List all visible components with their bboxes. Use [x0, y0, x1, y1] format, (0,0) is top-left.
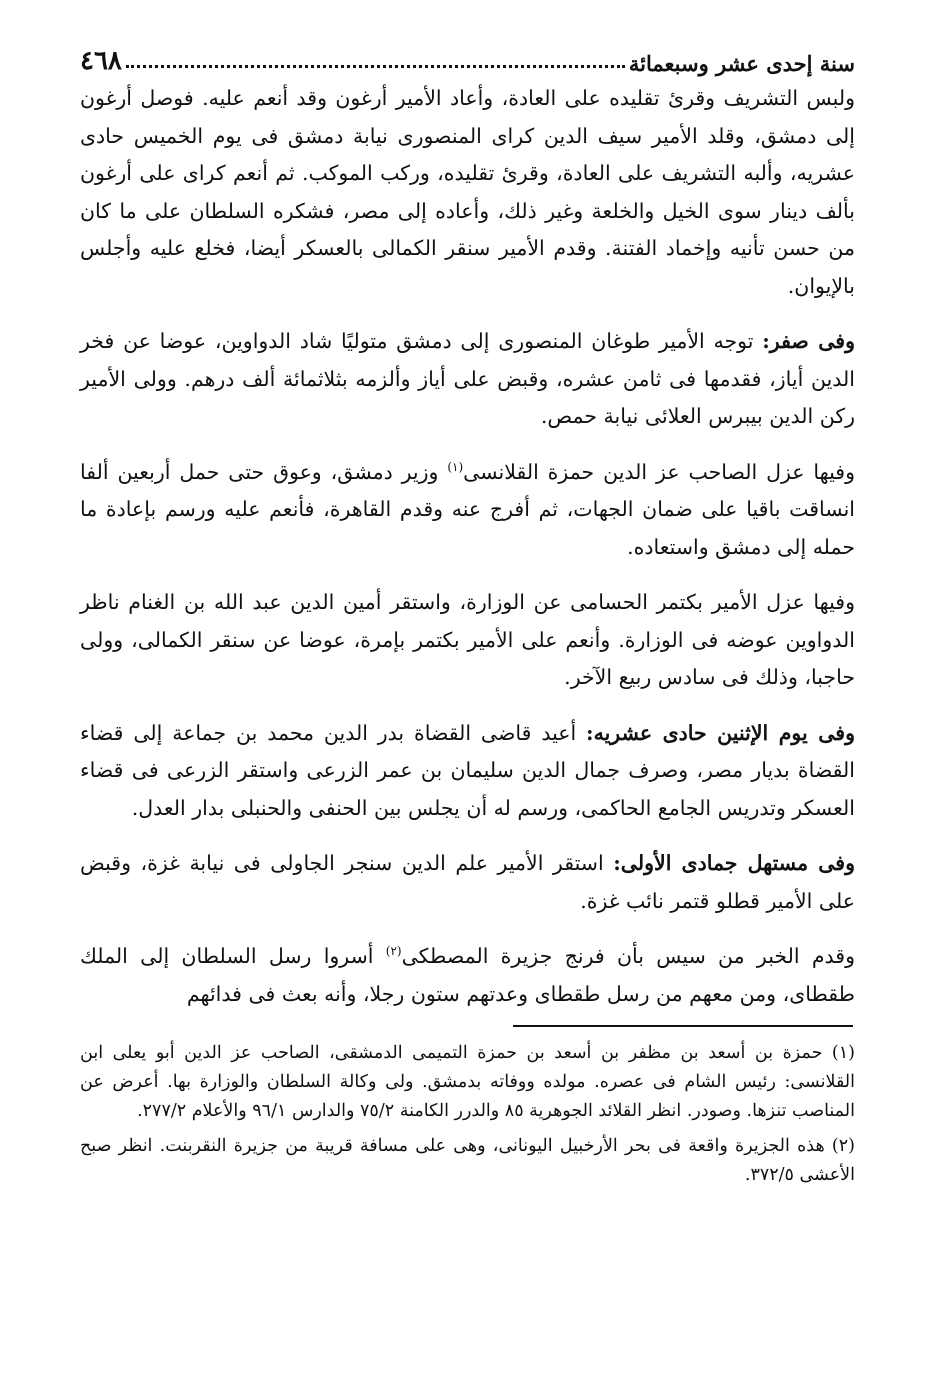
footnote-divider: [513, 1025, 853, 1027]
footnote-1: [80, 1039, 855, 1126]
paragraph-5: [80, 715, 855, 828]
paragraph-lead: وفى مستهل جمادى الأولى:: [613, 851, 855, 875]
paragraph-text: أعيد قاضى القضاة بدر الدين محمد بن جماعة إلى قضاء القضاة بديار مصر، وصرف جمال الدين سليمان بن عمر الزرعى واستقر الزرعى فى قضاء العسكر وتدريس الجامع الحاكمى، ورسم له أن يجلس بين الحنفى والحنبلى بدار العدل.: [80, 720, 855, 820]
paragraph-text: وفيها عزل الصاحب عز الدين حمزة القلانسى: [463, 459, 856, 484]
book-page: [80, 42, 855, 1196]
paragraph-1: [80, 80, 855, 305]
paragraph-2: [80, 323, 855, 436]
paragraph-text: وفيها عزل الأمير بكتمر الحسامى عن الوزارة، واستقر أمين الدين عبد الله بن الغنام ناظر الدواوين عوضه فى الوزارة. وأنعم على الأمير بكتمر بإمرة، عوضا عن سنقر الكمالى، وولى حاجبا، وذلك فى سادس ربيع الآخر.: [80, 590, 855, 689]
page-header: [80, 42, 855, 76]
paragraph-text: ولبس التشريف وقرئ تقليده على العادة، وأعاد الأمير أرغون وقد أنعم عليه. فوصل أرغون إلى دمشق، وقلد الأمير سيف الدين كراى المنصورى نيابة دمشق فى يوم الخميس حادى عشريه، وألبه التشريف على العادة، وقرئ تقليده، وركب الموكب. ثم أنعم كراى على أرغون بألف دينار سوى الخيل والخلعة وغير ذلك، وأعاده إلى مصر، فشكره السلطان على ما كان من حسن تأنيه وإخماد الفتنة. وقدم الأمير سنقر الكمالى بالعسكر أيضا، فخلع عليه وأجلس بالإيوان.: [80, 86, 855, 298]
paragraph-lead: وفى يوم الإثنين حادى عشريه:: [586, 720, 855, 745]
paragraph-text-cont: أسروا رسل السلطان إلى الملك طقطاى، ومن معهم من رسل طقطاى وعدتهم ستون رجلا، وأنه بعث فى فدائهم: [80, 944, 855, 1006]
paragraph-4: [80, 584, 855, 697]
paragraph-lead: وفى صفر:: [762, 329, 855, 353]
footnote-ref-1[interactable]: (١): [447, 459, 464, 474]
paragraph-6: [80, 845, 855, 920]
paragraph-text: استقر الأمير علم الدين سنجر الجاولى فى نيابة غزة، وقبض على الأمير قطلو قتمر نائب غزة.: [80, 851, 855, 913]
header-dot-leader: [126, 65, 625, 68]
footnote-divider-wrap: [80, 1021, 855, 1039]
paragraph-3: [80, 454, 855, 567]
paragraph-text: توجه الأمير طوغان المنصورى إلى دمشق متوليًا شاد الدواوين، عوضا عن فخر الدين أياز، فقدمها فى ثامن عشره، وقبض على أياز وألزمه بثلاثمائة ألف درهم. وولى الأمير ركن الدين بيبرس العلائى نيابة حمص.: [80, 329, 855, 428]
paragraph-7: [80, 938, 855, 1013]
paragraph-text-cont: وزير دمشق، وعوق حتى حمل أربعين ألفا انساقت باقيا على ضمان الجهات، ثم أفرج عنه وقدم القاهرة، فأنعم عليه ورسم بإعادة ما حمله إلى دمشق واستعاده.: [80, 459, 855, 559]
footnote-2: [80, 1132, 855, 1190]
running-title: سنة إحدى عشر وسبعمائة: [628, 51, 855, 76]
footnote-text: (٢) هذه الجزيرة واقعة فى بحر الأرخبيل اليونانى، وهى على مسافة قريبة من جزيرة النقربنت. انظر صبح الأعشى ٣٧٢/٥.: [80, 1136, 855, 1185]
paragraph-text: وقدم الخبر من سيس بأن فرنج جزيرة المصطكى: [401, 944, 855, 968]
footnote-ref-2[interactable]: (٢): [385, 944, 402, 959]
page-number: ٤٦٨: [80, 46, 122, 76]
footnote-text: (١) حمزة بن أسعد بن مظفر بن أسعد بن حمزة التميمى الدمشقى، الصاحب عز الدين أبو يعلى ابن القلانسى: رئيس الشام فى عصره. مولده ووفاته بدمشق. ولى وكالة السلطان والوزارة بها. أعرض عن المناصب تنزها. وصودر. انظر القلائد الجوهرية ٨٥ والدرر الكامنة ٧٥/٢ والدارس ٩٦/١ والأعلام ٢٧٧/٢.: [80, 1043, 855, 1121]
